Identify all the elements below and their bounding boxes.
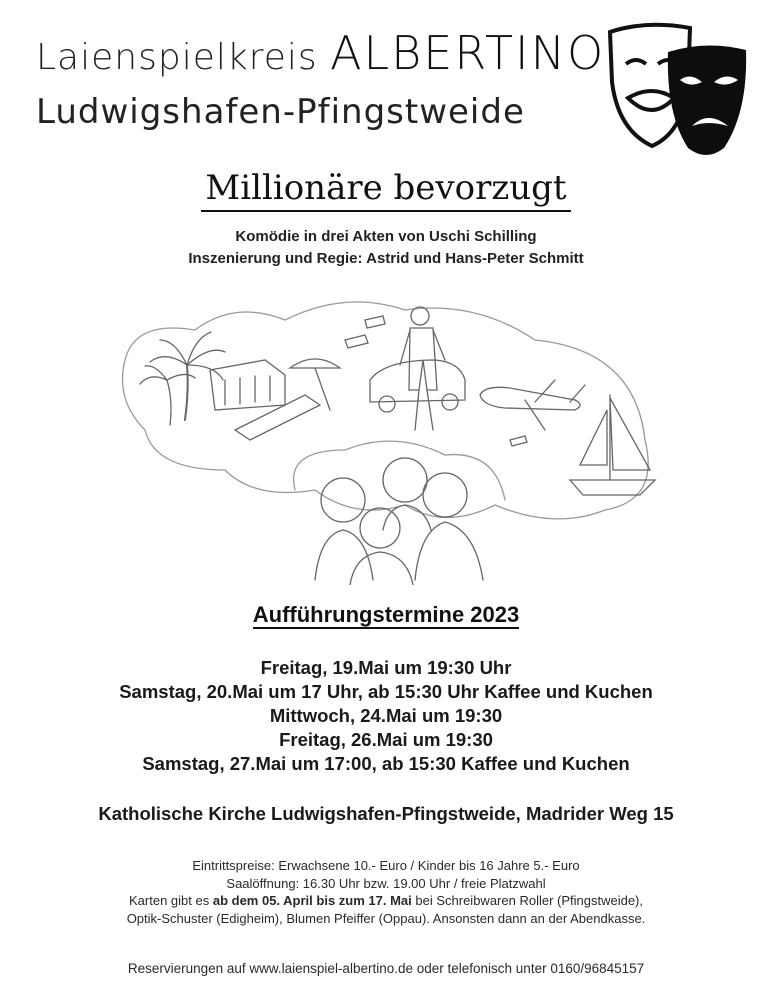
play-title-text: Millionäre bevorzugt — [201, 168, 570, 212]
schedule-heading-text: Aufführungstermine 2023 — [252, 602, 520, 627]
schedule-date: Samstag, 20.Mai um 17 Uhr, ab 15:30 Uhr Kaffee und Kuchen — [119, 681, 653, 702]
group-location: Ludwigshafen-Pfingstweide — [36, 92, 525, 132]
tickets-locations: Optik-Schuster (Edigheim), Blumen Pfeiffer (Oppau). Ansonsten dann an der Abendkasse. — [126, 910, 646, 926]
play-title — [0, 168, 772, 208]
price-info: Eintrittspreise: Erwachsene 10.- Euro / Kinder bis 16 Jahre 5.- Euro — [192, 858, 580, 873]
tickets-info — [0, 892, 772, 910]
schedule-date: Freitag, 19.Mai um 19:30 Uhr — [260, 657, 512, 678]
schedule-date: Mittwoch, 24.Mai um 19:30 — [269, 705, 503, 726]
tickets-suffix: bei Schreibwaren Roller (Pfingstweide), — [415, 893, 643, 908]
reservation-info: Reservierungen auf www.laienspiel-albertino.de oder telefonisch unter 0160/96845157 — [127, 961, 645, 976]
tickets-prefix: Karten gibt es — [129, 893, 210, 908]
schedule-date: Samstag, 27.Mai um 17:00, ab 15:30 Kaffee und Kuchen — [142, 753, 630, 774]
group-prefix: Laienspielkreis — [36, 37, 318, 78]
schedule-heading — [0, 602, 772, 628]
sketch-illustration — [115, 280, 665, 585]
ticket-info — [0, 857, 772, 927]
venue: Katholische Kirche Ludwigshafen-Pfingstweide, Madrider Weg 15 — [98, 803, 674, 824]
play-direction: Inszenierung und Regie: Astrid und Hans-Peter Schmitt — [188, 250, 584, 267]
group-title: ALBERTINO — [330, 26, 606, 80]
doors-info: Saalöffnung: 16.30 Uhr bzw. 19.00 Uhr / freie Platzwahl — [226, 875, 546, 891]
schedule-dates — [0, 656, 772, 776]
group-name — [36, 26, 605, 80]
tickets-period: ab dem 05. April bis zum 17. Mai — [212, 893, 412, 908]
theater-masks-icon — [606, 22, 750, 162]
schedule-date: Freitag, 26.Mai um 19:30 — [279, 729, 493, 750]
play-subtitle: Komödie in drei Akten von Uschi Schilling — [235, 228, 537, 245]
